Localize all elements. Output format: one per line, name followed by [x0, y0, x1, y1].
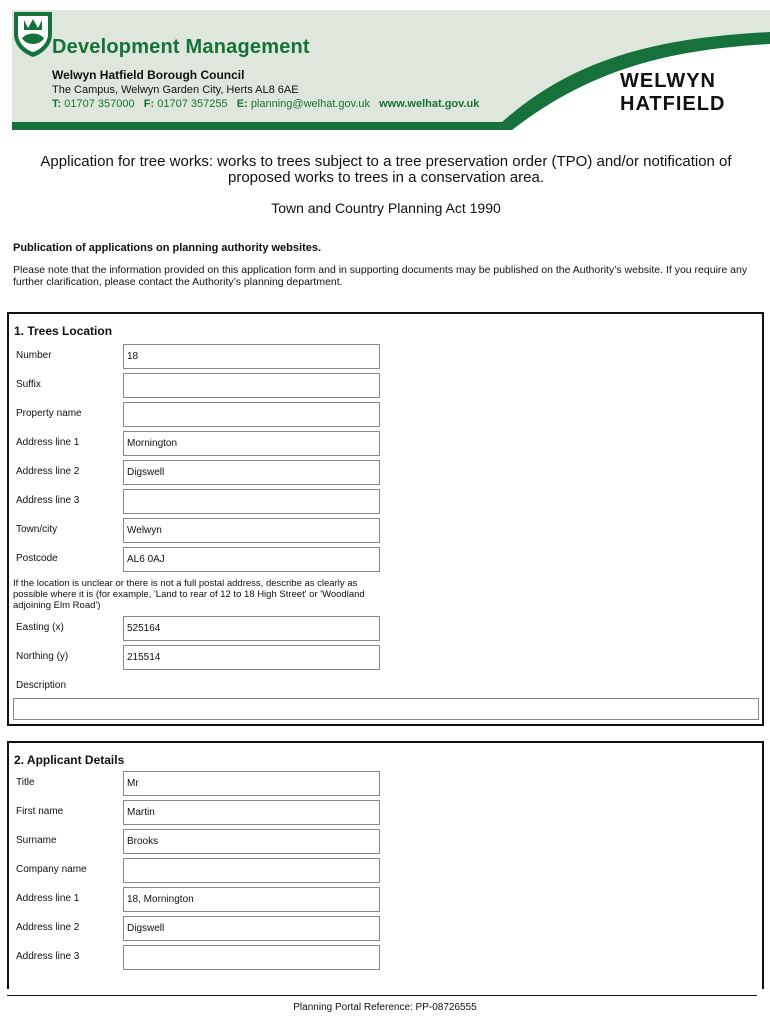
portal-reference: Planning Portal Reference: PP-08726555 [293, 1002, 477, 1013]
field-row [9, 373, 409, 399]
field-row [9, 489, 409, 515]
trees-location-section [7, 312, 764, 726]
suffix-field[interactable] [123, 373, 380, 398]
contact-line [52, 98, 479, 110]
field-row [9, 800, 409, 826]
website-link[interactable]: www.welhat.gov.uk [379, 98, 480, 110]
field-label: First name [16, 806, 64, 817]
field-row [9, 674, 409, 700]
applicant-address-line-3-field[interactable] [123, 945, 380, 970]
field-row [9, 829, 409, 855]
northing-field[interactable]: 215514 [123, 645, 380, 670]
field-label: Address line 2 [16, 466, 80, 477]
number-field[interactable]: 18 [123, 344, 380, 369]
department-title: Development Management [52, 36, 310, 58]
company-name-field[interactable] [123, 858, 380, 883]
surname-field[interactable]: Brooks [123, 829, 380, 854]
field-label: Company name [16, 864, 87, 875]
field-label: Easting (x) [16, 622, 64, 633]
field-row [9, 402, 409, 428]
description-field[interactable] [13, 698, 759, 720]
field-row [9, 858, 409, 884]
field-label: Surname [16, 835, 57, 846]
council-logo-text [620, 70, 725, 116]
field-row [9, 916, 409, 942]
field-label: Address line 2 [16, 922, 80, 933]
logo-line-2: HATFIELD [620, 93, 726, 115]
field-row [9, 616, 409, 642]
field-row [9, 431, 409, 457]
applicant-address-line-1-field[interactable]: 18, Mornington [123, 887, 380, 912]
field-row [9, 945, 409, 971]
field-row [9, 887, 409, 913]
field-label: Town/city [16, 524, 58, 535]
footer-divider [7, 995, 757, 996]
section-title: 2. Applicant Details [14, 753, 125, 767]
easting-field[interactable]: 525164 [123, 616, 380, 641]
field-label: Address line 3 [16, 495, 80, 506]
field-row [9, 460, 409, 486]
tel-label: T: [52, 98, 62, 110]
applicant-address-line-2-field[interactable]: Digswell [123, 916, 380, 941]
address-line-2-field[interactable]: Digswell [123, 460, 380, 485]
title-field[interactable]: Mr [123, 771, 380, 796]
council-crest-icon [12, 10, 54, 58]
email-label: E: [236, 98, 248, 110]
field-label: Northing (y) [16, 651, 69, 662]
section-title: 1. Trees Location [14, 324, 113, 338]
field-row [9, 771, 409, 797]
logo-line-1: WELWYN [620, 70, 716, 92]
field-label: Property name [16, 408, 82, 419]
council-name: Welwyn Hatfield Borough Council [52, 68, 245, 82]
address-line-1-field[interactable]: Mornington [123, 431, 380, 456]
legislation-act: Town and Country Planning Act 1990 [271, 200, 501, 216]
first-name-field[interactable]: Martin [123, 800, 380, 825]
field-row [9, 344, 409, 370]
field-label: Address line 1 [16, 893, 80, 904]
email-address: planning@welhat.gov.uk [250, 98, 371, 110]
field-row [9, 547, 409, 573]
field-label: Address line 3 [16, 951, 80, 962]
fax-number: 01707 357255 [157, 98, 228, 110]
field-label: Postcode [16, 553, 58, 564]
property-name-field[interactable] [123, 402, 380, 427]
postcode-field[interactable]: AL6 0AJ [123, 547, 380, 572]
field-label: Address line 1 [16, 437, 80, 448]
field-label: Suffix [16, 379, 41, 390]
field-label: Title [16, 777, 35, 788]
field-row [9, 518, 409, 544]
field-label: Number [16, 350, 52, 361]
publication-heading: Publication of applications on planning authority websites. [13, 242, 322, 254]
field-label: Description [16, 680, 67, 691]
council-address: The Campus, Welwyn Garden City, Herts AL8 6AE [52, 84, 299, 96]
fax-label: F: [143, 98, 155, 110]
town-city-field[interactable]: Welwyn [123, 518, 380, 543]
form-title: Application for tree works: works to trees subject to a tree preservation order (TPO) and/or notification of proposed works to trees in a conservation area. [40, 153, 732, 186]
applicant-details-section [7, 741, 764, 989]
publication-note: Please note that the information provided on this application form and in supporting documents may be published on the Authority’s website. If you require any further clarification, please contact the Authority’s planning department. [13, 264, 748, 288]
location-note: If the location is unclear or there is not a full postal address, describe as clearly as possible where it is (for example, 'Land to rear of 12 to 18 High Street' or 'Woodland adjoining Elm Road') [13, 578, 365, 611]
letterhead [12, 10, 770, 130]
address-line-3-field[interactable] [123, 489, 380, 514]
field-row [9, 645, 409, 671]
tel-number: 01707 357000 [64, 98, 135, 110]
